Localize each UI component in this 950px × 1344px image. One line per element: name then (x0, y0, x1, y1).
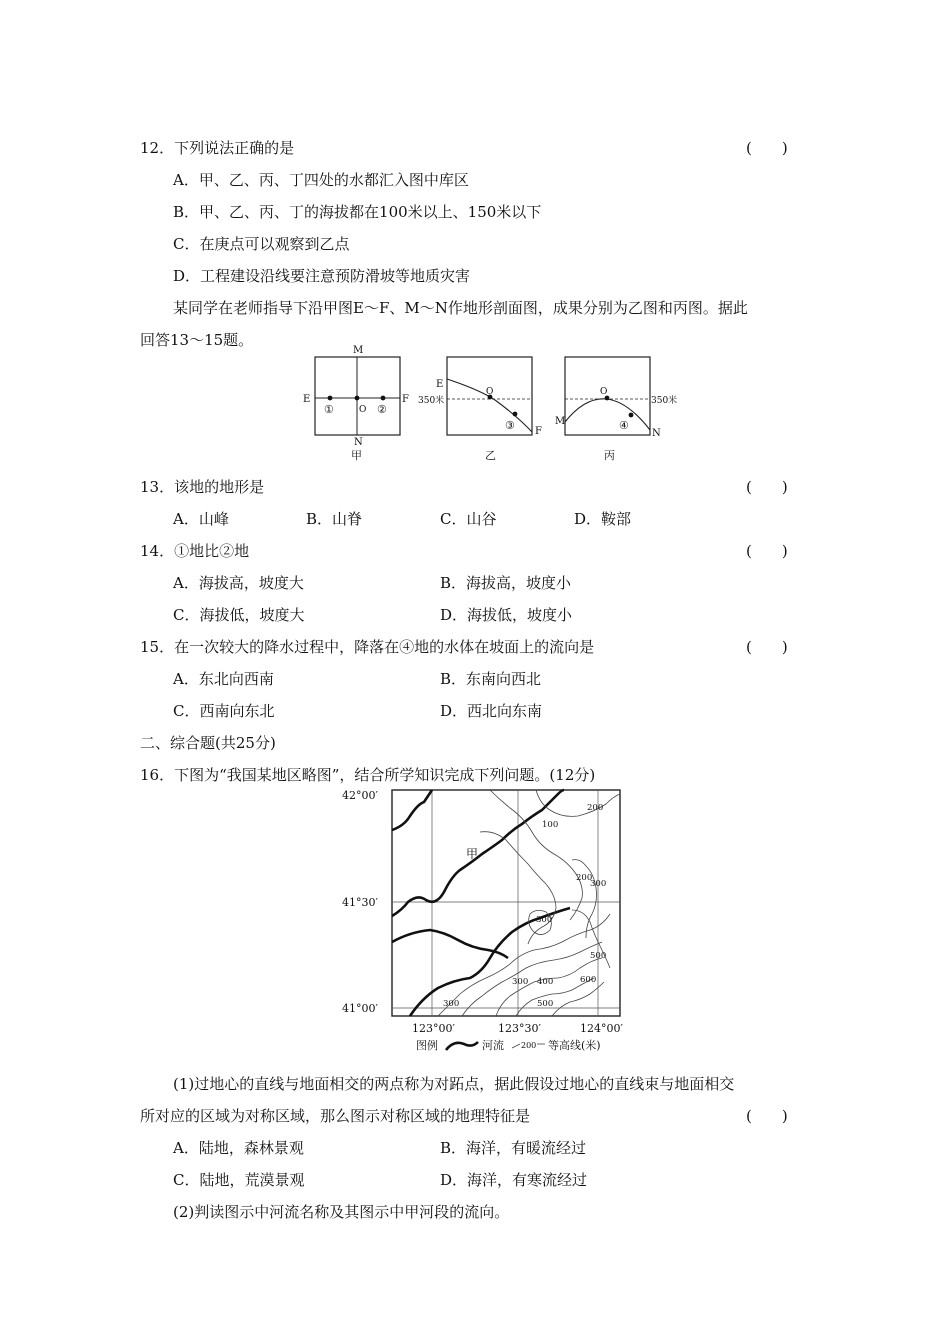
map-legend (416, 1038, 601, 1052)
jia-label-f: F (402, 394, 409, 405)
q15-option-b: B．东南向西北 (440, 670, 542, 688)
q15-stem: 15．在一次较大的降水过程中，降落在④地的水体在坡面上的流向是 (140, 638, 595, 656)
yi-caption: 乙 (485, 449, 496, 462)
q13-option-b: B．山脊 (306, 510, 363, 528)
q14-option-d: D．海拔低，坡度小 (440, 606, 573, 624)
contour-label-200a: 200 (587, 803, 604, 813)
lat-label-42: 42°00′ (342, 789, 378, 802)
bing-point-4: ④ (619, 419, 629, 432)
q13-stem: 13．该地的地形是 (140, 478, 265, 496)
jia-label-m: M (353, 345, 364, 356)
legend-river: 河流 (482, 1039, 504, 1052)
q14-option-b: B．海拔高，坡度小 (440, 574, 572, 592)
contour-label-300c: 300 (512, 977, 529, 987)
q12-option-d: D．工程建设沿线要注意预防滑坡等地质灾害 (173, 267, 471, 285)
q13-option-a: A．山峰 (173, 510, 229, 528)
contour-label-600: 600 (580, 975, 597, 985)
contour-label-400: 400 (537, 977, 554, 987)
bing-label-n: N (652, 428, 661, 439)
legend-contour: 等高线(米) (548, 1039, 601, 1052)
figure-bing (555, 357, 677, 462)
contour-label-300a: 300 (590, 879, 607, 889)
contour-label-500a: 500 (537, 999, 554, 1009)
yi-label-o: O (486, 387, 494, 397)
lon-label-123: 123°00′ (412, 1022, 455, 1035)
intro-line-2: 回答13～15题。 (140, 331, 254, 349)
q15-answer-paren: ( ) (746, 638, 788, 656)
q13-option-d: D．鞍部 (574, 510, 632, 528)
bing-label-o: O (600, 387, 608, 397)
q13-answer-paren: ( ) (746, 478, 788, 496)
lon-label-123-30: 123°30′ (498, 1022, 541, 1035)
q16-sub1-line-2: 所对应的区域为对称区域，那么图示对称区域的地理特征是 (140, 1107, 531, 1125)
contour-label-300d: 300 (443, 999, 460, 1009)
q16-sub1-option-a: A．陆地，森林景观 (173, 1139, 304, 1157)
river-name-jia: 甲 (466, 847, 479, 861)
q12-option-b: B．甲、乙、丙、丁的海拔都在100米以上、150米以下 (173, 203, 542, 221)
region-map (340, 782, 640, 1062)
q12-option-a: A．甲、乙、丙、丁四处的水都汇入图中库区 (173, 171, 469, 189)
contour-label-300b: 300 (536, 915, 553, 925)
jia-point-2: ② (377, 403, 387, 416)
q16-sub2: (2)判读图示中河流名称及其图示中甲河段的流向。 (173, 1203, 510, 1221)
q14-answer-paren: ( ) (746, 542, 788, 560)
jia-point-o: O (359, 405, 367, 415)
lat-label-41-30: 41°30′ (342, 896, 378, 909)
figure-jia (303, 345, 409, 462)
bing-label-m: M (555, 416, 566, 427)
q14-stem: 14．①地比②地 (140, 542, 250, 560)
q16-sub1-option-c: C．陆地，荒漠景观 (173, 1171, 305, 1189)
section-2-heading: 二、综合题(共25分) (140, 734, 276, 752)
jia-point-1: ① (324, 403, 334, 416)
profile-figures (295, 342, 690, 462)
legend-river-symbol (446, 1042, 478, 1050)
yi-point-3: ③ (505, 419, 515, 432)
yi-elevation: 350米 (418, 396, 445, 406)
lat-label-41: 41°00′ (342, 1002, 378, 1015)
jia-label-e: E (303, 394, 311, 405)
contour-label-200b: 200 (576, 873, 593, 883)
lon-label-124: 124°00′ (580, 1022, 623, 1035)
figure-yi (418, 357, 542, 462)
q15-option-c: C．西南向东北 (173, 702, 275, 720)
q12-answer-paren: ( ) (746, 139, 788, 157)
q15-option-d: D．西北向东南 (440, 702, 543, 720)
yi-label-f: F (535, 426, 542, 437)
jia-caption: 甲 (351, 449, 362, 462)
jia-label-n: N (354, 437, 363, 448)
q14-option-a: A．海拔高，坡度大 (173, 574, 304, 592)
yi-label-e: E (436, 379, 444, 390)
q16-sub1-line-1: (1)过地心的直线与地面相交的两点称为对跖点，据此假设过地心的直线束与地面相交 (173, 1075, 735, 1093)
q16-sub1-option-b: B．海洋，有暖流经过 (440, 1139, 587, 1157)
contour-label-500b: 500 (590, 951, 607, 961)
q12-option-c: C．在庚点可以观察到乙点 (173, 235, 350, 253)
q14-option-c: C．海拔低，坡度大 (173, 606, 305, 624)
bing-caption: 丙 (604, 449, 615, 462)
q16-sub1-answer-paren: ( ) (746, 1107, 788, 1125)
q16-sub1-option-d: D．海洋，有寒流经过 (440, 1171, 588, 1189)
contour-label-100: 100 (542, 820, 559, 830)
legend-title: 图例 (416, 1039, 438, 1052)
legend-contour-value: 200 (521, 1041, 537, 1050)
bing-elevation: 350米 (651, 396, 678, 406)
intro-line-1: 某同学在老师指导下沿甲图E～F、M～N作地形剖面图，成果分别为乙图和丙图。据此 (173, 299, 748, 317)
q12-stem: 12．下列说法正确的是 (140, 139, 295, 157)
q16-stem: 16．下图为“我国某地区略图”，结合所学知识完成下列问题。(12分) (140, 766, 596, 784)
q15-option-a: A．东北向西南 (173, 670, 274, 688)
q13-option-c: C．山谷 (440, 510, 497, 528)
